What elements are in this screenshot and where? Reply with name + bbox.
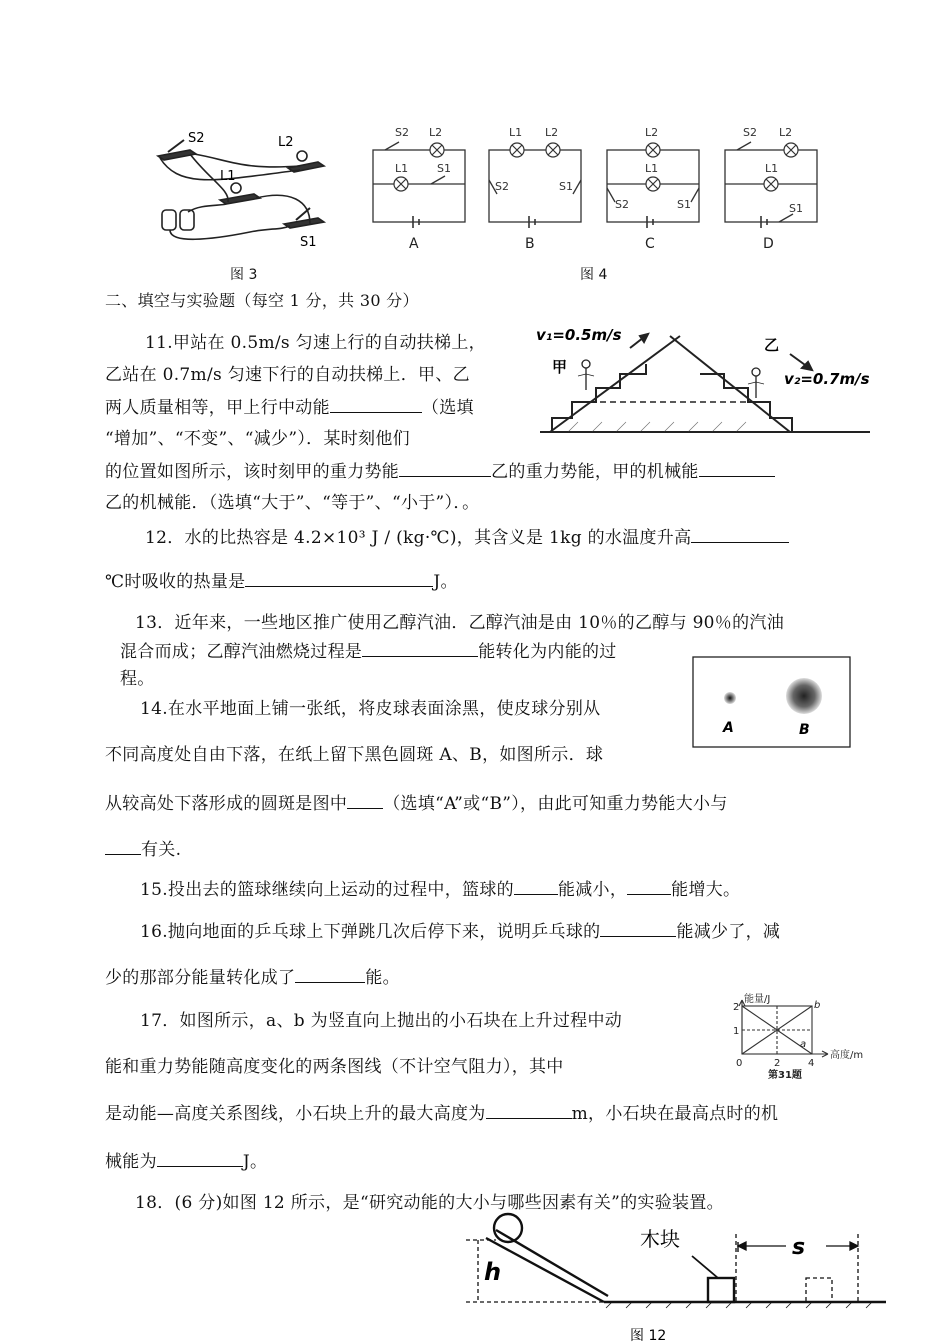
figure-4-circuits <box>365 120 835 260</box>
section-title: 二、填空与实验题（每空 1 分，共 30 分） <box>105 291 419 310</box>
q11-fig-yi: 乙 <box>764 336 780 354</box>
figure-4-caption: 图 4 <box>580 267 608 283</box>
q14-line-4: 有关. <box>105 838 181 861</box>
q15-line: 15.投出去的篮球继续向上运动的过程中，篮球的 能减小， 能增大。 <box>140 880 741 900</box>
q11-blank-2[interactable] <box>399 460 491 477</box>
q18-fig-block: 木块 <box>640 1227 680 1251</box>
fig4-c-l1: L1 <box>645 162 659 175</box>
q17-line-4: 械能为 J。 <box>105 1152 268 1172</box>
q11-line-6: 乙的机械能．（选填“大于”、“等于”、“小于”）．。 <box>105 493 480 513</box>
q11-blank-1[interactable] <box>330 396 422 413</box>
q12-line-1: 12．水的比热容是 4.2×10³ J / (kg·℃)，其含义是 1kg 的水温度升高 <box>145 526 789 549</box>
q17-graph-ylabel: 能量/J <box>744 994 771 1005</box>
q17-line-2: 能和重力势能随高度变化的两条图线（不计空气阻力），其中 <box>105 1057 564 1077</box>
q17-graph-ytick-1: 1 <box>733 1026 740 1037</box>
fig4-option-a: A <box>409 236 419 252</box>
q14-spot-a: A <box>723 720 734 736</box>
q17-energy-graph <box>728 992 870 1082</box>
q17-blank-2[interactable] <box>157 1150 243 1167</box>
q17-graph-ytick-2: 2 <box>733 1002 740 1013</box>
q17-line-3: 是动能—高度关系图线，小石块上升的最大高度为 m，小石块在最高点时的机 <box>105 1104 779 1124</box>
q15-blank-1[interactable] <box>514 878 558 895</box>
q11-line-1: 11.甲站在 0.5m/s 匀速上行的自动扶梯上， <box>145 333 486 353</box>
fig4-d-s1: S1 <box>789 202 803 215</box>
q14-blank-1[interactable] <box>347 792 383 809</box>
q18-fig-s: s <box>792 1235 806 1260</box>
q16-blank-2[interactable] <box>295 966 365 983</box>
fig4-c-s2: S2 <box>615 198 629 211</box>
q13-line-3: 程。 <box>120 669 155 689</box>
q17-graph-xtick-2: 2 <box>774 1058 781 1069</box>
q17-line-1: 17．如图所示，a、b 为竖直向上抛出的小石块在上升过程中动 <box>140 1011 623 1031</box>
q18-apparatus-figure <box>456 1212 896 1342</box>
q18-fig-caption: 图 12 <box>630 1328 667 1342</box>
fig4-a-l2: L2 <box>429 126 443 139</box>
q14-line-3: 从较高处下落形成的圆斑是图中 （选填“A”或“B”），由此可知重力势能大小与 <box>105 794 728 814</box>
fig4-d-l2: L2 <box>779 126 793 139</box>
fig3-label-s2: S2 <box>188 131 205 146</box>
q11-line-3: 两人质量相等，甲上行中动能 （选填 <box>105 398 474 418</box>
fig4-a-s1: S1 <box>437 162 451 175</box>
figure-3-caption: 图 3 <box>230 267 258 283</box>
q11-line-2: 乙站在 0.7m/s 匀速下行的自动扶梯上．甲、乙 <box>105 365 470 385</box>
q14-spot-b: B <box>799 722 810 738</box>
q18-line: 18．(6 分)如图 12 所示，是“研究动能的大小与哪些因素有关”的实验装置。 <box>135 1193 724 1213</box>
fig4-a-s2: S2 <box>395 126 409 139</box>
fig4-a-l1: L1 <box>395 162 409 175</box>
q16-line-1: 16.抛向地面的乒乓球上下弹跳几次后停下来，说明乒乓球的 能减少了，减 <box>140 922 781 942</box>
fig4-option-b: B <box>525 236 535 252</box>
q13-line-1: 13．近年来，一些地区推广使用乙醇汽油．乙醇汽油是由 10％的乙醇与 90％的汽油 <box>135 613 785 633</box>
q13-line-2: 混合而成；乙醇汽油燃烧过程是 能转化为内能的过 <box>120 642 617 662</box>
fig4-d-l1: L1 <box>765 162 779 175</box>
q11-line-4: “增加”、“不变”、“减少”）．某时刻他们 <box>105 429 410 449</box>
fig4-c-l2: L2 <box>645 126 659 139</box>
q17-blank-1[interactable] <box>486 1102 572 1119</box>
q17-graph-xtick-0: 0 <box>736 1058 743 1069</box>
fig3-label-l1: L1 <box>220 169 236 184</box>
q11-escalator-figure <box>530 318 880 440</box>
figure-3-circuit <box>150 120 340 265</box>
q17-graph-caption: 第31题 <box>768 1070 802 1081</box>
fig3-label-l2: L2 <box>278 135 294 150</box>
q14-line-1: 14.在水平地面上铺一张纸，将皮球表面涂黑，使皮球分别从 <box>140 699 601 719</box>
fig4-option-c: C <box>645 236 655 252</box>
q11-line-5: 的位置如图所示，该时刻甲的重力势能 乙的重力势能，甲的机械能 <box>105 460 775 483</box>
q17-graph-line-a: a <box>800 1039 807 1050</box>
q11-fig-jia: 甲 <box>552 358 568 376</box>
fig4-d-s2: S2 <box>743 126 757 139</box>
q18-fig-h: h <box>484 1258 502 1286</box>
q11-fig-v1: v₁=0.5m/s <box>536 326 622 344</box>
fig4-b-s2: S2 <box>495 180 509 193</box>
fig3-label-s1: S1 <box>300 235 317 250</box>
q16-line-2: 少的那部分能量转化成了 能。 <box>105 968 400 988</box>
q14-spots-figure <box>692 656 852 750</box>
fig4-b-s1: S1 <box>559 180 573 193</box>
fig4-c-s1: S1 <box>677 198 691 211</box>
q12-blank-2[interactable] <box>245 570 433 587</box>
q12-blank-1[interactable] <box>691 526 789 543</box>
q12-line-2: ℃时吸收的热量是 J。 <box>105 572 458 592</box>
fig4-b-l2: L2 <box>545 126 559 139</box>
q17-graph-xtick-4: 4 <box>808 1058 815 1069</box>
q13-blank-1[interactable] <box>362 640 478 657</box>
q17-graph-line-b: b <box>814 1000 821 1011</box>
q16-blank-1[interactable] <box>600 920 676 937</box>
fig4-option-d: D <box>763 236 774 252</box>
q11-blank-3[interactable] <box>699 460 775 477</box>
q17-graph-xlabel: 高度/m <box>830 1050 864 1061</box>
fig4-b-l1: L1 <box>509 126 523 139</box>
q14-blank-2[interactable] <box>105 838 141 855</box>
q11-fig-v2: v₂=0.7m/s <box>784 370 870 388</box>
q15-blank-2[interactable] <box>627 878 671 895</box>
q14-line-2: 不同高度处自由下落，在纸上留下黑色圆斑 A、B，如图所示．球 <box>105 745 604 765</box>
